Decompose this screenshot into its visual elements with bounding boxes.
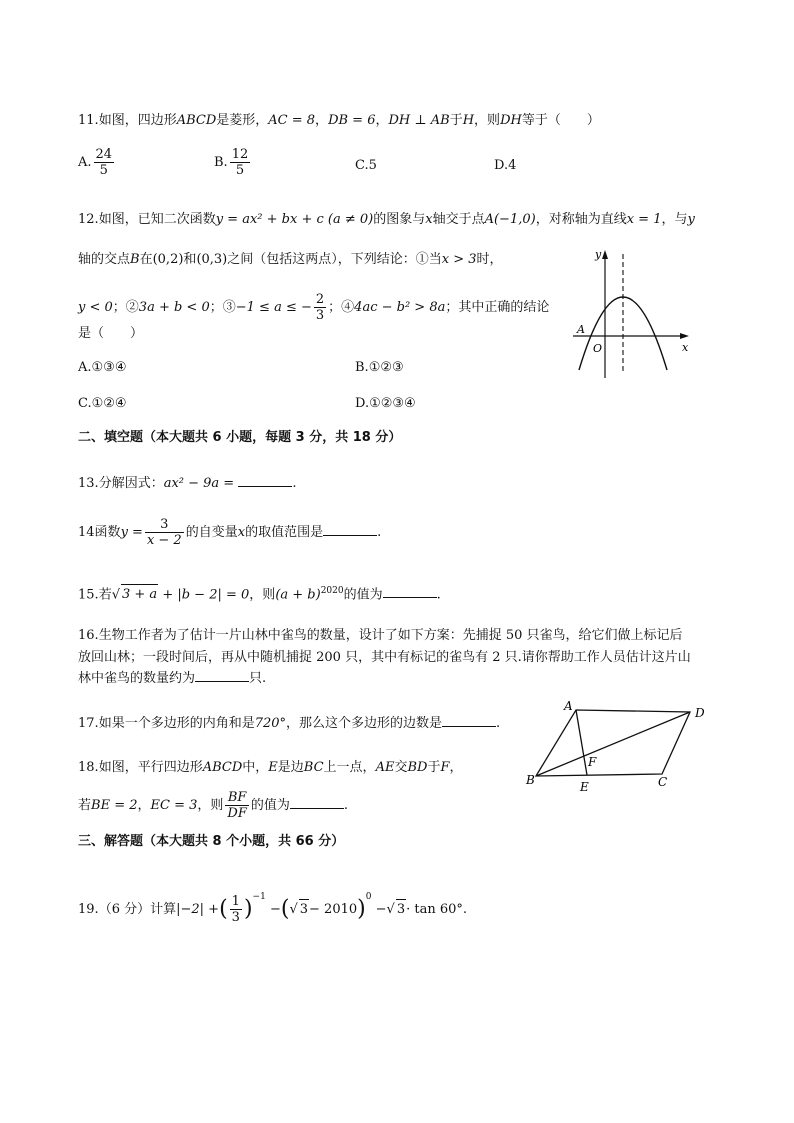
parallelogram-figure [524,698,720,798]
question-16-line-1: 16.生物工作者为了估计一片山林中雀鸟的数量，设计了如下方案：先捕捉 50 只雀鸟，给它们做上标记后 [78,628,683,643]
answer-blank-15[interactable] [383,585,437,598]
answer-blank-17[interactable] [442,714,496,727]
y-axis-arrow [602,250,608,259]
o-label: O [593,342,603,355]
label-d: D [695,706,705,720]
question-12-line-1: 12.如图，已知二次函数y = ax² + bx + c (a ≠ 0)的图象与x轴交于点A(−1,0)，对称轴为直线x = 1，与y [78,212,695,227]
question-16-line-3: 林中雀鸟的数量约为 只. [78,671,267,686]
question-19: 19.（6 分）计算|−2| +( $\frac{1}{3}$ )$^{-1}$ −(√ 3− 2010)$^0$ −√ 3· tan 60°. [78,892,468,925]
answer-blank-14[interactable] [323,523,377,536]
q12-option-d: D.①②③④ [355,396,416,411]
section-2-heading: 二、填空题（本大题共 6 小题，每题 3 分，共 18 分） [78,430,402,445]
parabola-figure [565,244,700,380]
q11-option-d: D.4 [494,158,517,173]
section-3-heading: 三、解答题（本大题共 8 个小题，共 66 分） [78,834,345,849]
label-c: C [658,775,668,789]
answer-blank-13[interactable] [238,474,292,487]
segment-ae [576,710,587,775]
question-18-line-2: 若BE = 2，EC = 3，则 $\frac{BF}{DF}$ 的值为 . [78,790,349,821]
question-11: 11.如图，四边形ABCD是菱形，AC = 8，DB = 6，DH ⊥ AB于H，则DH等于（ ） [78,113,600,128]
label-a: A [564,699,573,713]
question-12-line-4: 是（ ） [78,326,144,341]
q11-option-c: C.5 [355,158,377,173]
q12-option-c: C.①②④ [78,396,127,411]
x-axis-arrow [680,333,689,339]
q12-option-a: A.①③④ [78,360,127,375]
y-label: y [595,248,602,261]
q12-option-b: B.①②③ [355,360,404,375]
segment-bd [536,712,690,776]
question-15: 15.若√ 3 + a + |b − 2| = 0，则$(a + b)^{2020}$的值为 . [78,581,441,605]
label-e: E [580,780,589,794]
q11-number: 11. [78,113,99,128]
question-18-line-1: 18.如图，平行四边形ABCD中，E是边BC上一点，AE交BD于F， [78,760,463,775]
label-f: F [588,755,597,769]
a-label: A [577,323,585,336]
q11-option-a: A. $\frac{24}{5}$ [78,147,113,178]
question-17: 17.如果一个多边形的内角和是720°，那么这个多边形的边数是 . [78,716,501,731]
q11-option-b: B. $\frac{12}{5}$ [214,147,249,178]
answer-blank-16[interactable] [195,669,249,682]
answer-blank-18[interactable] [290,796,344,809]
question-12-line-3: y < 0；②3a + b < 0；③−1 ≤ a ≤ − $\frac{2}{3}$ ；④4ac − b² > 8a；其中正确的结论 [78,292,550,323]
question-13: 13.分解因式：ax² − 9a = . [78,476,297,491]
question-14: 14函数y = $\frac{3}{x - 2}$ 的自变量x的取值范围是 . [78,517,382,548]
question-12-line-2: 轴的交点B在(0,2)和(0,3)之间（包括这两点），下列结论：①当x > 3时， [78,252,503,267]
x-label: x [682,341,689,354]
label-b: B [526,773,535,787]
question-16-line-2: 放回山林；一段时间后，再从中随机捕捉 200 只，其中有标记的雀鸟有 2 只.请你帮助工作人员估计这片山 [78,650,691,665]
